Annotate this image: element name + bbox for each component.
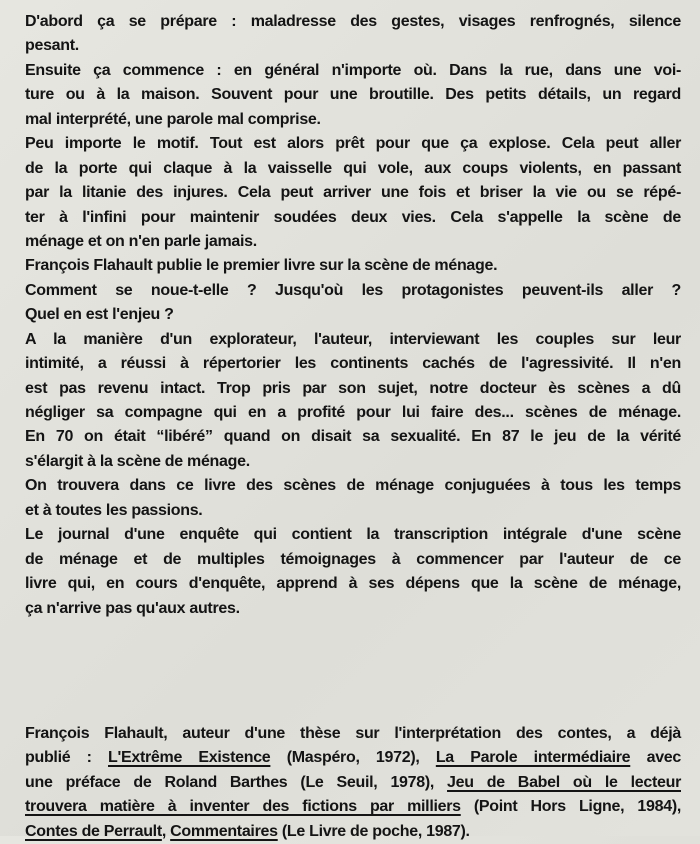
back-cover-description: [25, 10, 681, 621]
book-title: Contes de Perrault: [25, 822, 162, 840]
text-line: [25, 303, 681, 327]
bio-line: [25, 722, 681, 746]
bio-line: [25, 820, 681, 844]
text-line: [25, 230, 681, 254]
text-line-content: par la litanie des injures. Cela peut arriver une fois et briser la vie ou se répé-: [25, 184, 681, 202]
text-line: [25, 425, 681, 449]
bio-text: ,: [161, 822, 171, 840]
text-line-content: est pas revenu intact. Trop pris par son sujet, notre docteur ès scènes a dû: [25, 379, 681, 397]
bio-text: (Le Livre de poche, 1987).: [277, 822, 470, 840]
bio-text: (Maspéro, 1972),: [270, 749, 436, 767]
text-line: [25, 59, 681, 83]
author-biography: [25, 722, 681, 844]
text-line: [25, 279, 681, 303]
text-line-content: s'élargit à la scène de ménage.: [25, 452, 250, 470]
bio-text: avec: [630, 749, 681, 767]
text-line-content: ménage et on n'en parle jamais.: [25, 232, 257, 250]
bio-text: publié :: [25, 749, 109, 767]
text-line-content: En 70 on était “libéré” quand on disait sa sexualité. En 87 le jeu de la vérité: [25, 428, 681, 446]
text-line: [25, 450, 681, 474]
bio-line: [25, 746, 681, 770]
text-line-content: Ensuite ça commence : en général n'importe où. Dans la rue, dans une voi-: [25, 61, 681, 79]
text-line-content: On trouvera dans ce livre des scènes de ménage conjuguées à tous les temps: [25, 477, 681, 495]
text-line-content: D'abord ça se prépare : maladresse des gestes, visages renfrognés, silence: [25, 13, 681, 30]
book-title: Jeu de Babel où le lecteur: [447, 773, 681, 791]
text-line-content: intimité, a réussi à répertorier les continents cachés de l'agressivité. Il n'en: [25, 355, 681, 373]
text-line-content: livre qui, en cours d'enquête, apprend à ses dépens que la scène de ménage,: [25, 575, 681, 593]
text-line: [25, 34, 681, 58]
text-line-content: Comment se noue-t-elle ? Jusqu'où les protagonistes peuvent-ils aller ?: [25, 281, 681, 299]
bio-text: François Flahault, auteur d'une thèse sur l'interprétation des contes, a déjà: [25, 725, 681, 742]
text-line: [25, 597, 681, 621]
text-line-content: mal interprété, une parole mal comprise.: [25, 110, 321, 128]
bio-line-content: [25, 795, 681, 819]
bio-text: une préface de Roland Barthes (Le Seuil, 1978),: [25, 773, 448, 791]
text-line-content: Le journal d'une enquête qui contient la transcription intégrale d'une scène: [25, 526, 681, 544]
bio-line-content: [25, 722, 681, 746]
text-line: [25, 499, 681, 523]
text-line-content: François Flahault publie le premier livre sur la scène de ménage.: [25, 257, 498, 275]
bio-line: [25, 771, 681, 795]
text-line: [25, 83, 681, 107]
text-line-content: et à toutes les passions.: [25, 501, 203, 519]
bio-text: (Point Hors Ligne, 1984),: [460, 798, 681, 816]
text-line-content: de ménage et de multiples témoignages à commencer par l'auteur de ce: [25, 550, 681, 568]
text-line: [25, 377, 681, 401]
text-line: [25, 254, 681, 278]
text-line: [25, 523, 681, 547]
text-line: [25, 181, 681, 205]
text-line-content: pesant.: [25, 37, 79, 55]
text-line-content: négliger sa compagne qui en a profité pour lui faire des... scènes de ménage.: [25, 404, 681, 421]
bio-line-content: [25, 771, 681, 795]
text-line-content: Peu importe le motif. Tout est alors prêt pour que ça explose. Cela peut aller: [25, 135, 681, 153]
text-line: [25, 10, 681, 34]
text-line: [25, 548, 681, 572]
text-line-content: ter à l'infini pour maintenir soudées deux vies. Cela s'appelle la scène de: [25, 208, 681, 226]
text-line: [25, 206, 681, 230]
text-line-content: ça n'arrive pas qu'aux autres.: [25, 599, 240, 617]
text-line-content: A la manière d'un explorateur, l'auteur, interviewant les couples sur leur: [25, 330, 681, 348]
text-line: [25, 108, 681, 132]
text-line: [25, 352, 681, 376]
book-title: trouvera matière à inventer des fictions par milliers: [25, 798, 461, 816]
bio-line-content: [25, 820, 470, 844]
book-title: Commentaires: [170, 822, 278, 840]
bio-line-content: [25, 746, 681, 770]
text-line-content: Quel en est l'enjeu ?: [25, 306, 174, 324]
text-line: [25, 572, 681, 596]
book-title: L'Extrême Existence: [108, 749, 271, 767]
text-line-content: ture ou à la maison. Souvent pour une broutille. Des petits détails, un regard: [25, 86, 681, 104]
text-line: [25, 401, 681, 425]
text-line: [25, 474, 681, 498]
text-line-content: de la porte qui claque à la vaisselle qui vole, aux coups violents, en passant: [25, 159, 681, 177]
book-title: La Parole intermédiaire: [435, 749, 631, 767]
bio-line: [25, 795, 681, 819]
text-line: [25, 328, 681, 352]
text-line: [25, 132, 681, 156]
text-line: [25, 157, 681, 181]
